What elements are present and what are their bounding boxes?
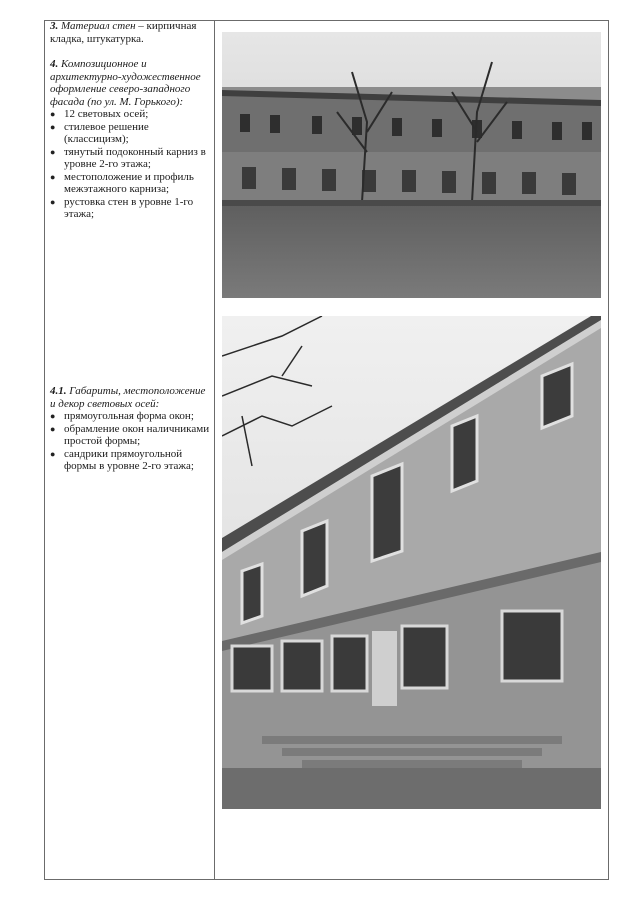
list-item: ● обрамление окон наличниками простой формы; [50,423,210,448]
section-4-1 [50,385,210,473]
left-column [50,20,210,221]
section-3-text: кирпичная кладка, штукатурка. [50,20,197,45]
list-item: ● сандрики прямоугольной формы в уровне 2-го этажа; [50,448,210,473]
facade-photo-perspective-view [222,316,601,809]
section-4-1-title: Габариты, местоположение и декор световых осей: [50,385,206,410]
section-4-1-list [50,410,210,473]
list-item: ● рустовка стен в уровне 1-го этажа; [50,196,210,221]
section-4-heading [50,58,210,108]
section-4-list [50,108,210,221]
list-item: ● стилевое решение (классицизм); [50,121,210,146]
section-4-1-heading [50,385,210,410]
section-3-number: 3. [50,20,59,32]
section-3-title: Материал стен – [61,20,144,32]
facade-photo-street-view [222,32,601,298]
list-item: ● прямоугольная форма окон; [50,410,210,423]
section-4-1-number: 4.1. [50,385,67,397]
list-item: ● тянутый подоконный карниз в уровне 2-го этажа; [50,146,210,171]
section-4-number: 4. [50,58,59,70]
section-4-title: Композиционное и архитектурно-художественное оформление северо-западного фасада (по ул. М. Горького): [50,58,201,108]
list-item: ● местоположение и профиль межэтажного карниза; [50,171,210,196]
list-item: ● 12 световых осей; [50,108,210,121]
section-3 [50,20,210,45]
column-divider [214,20,215,880]
